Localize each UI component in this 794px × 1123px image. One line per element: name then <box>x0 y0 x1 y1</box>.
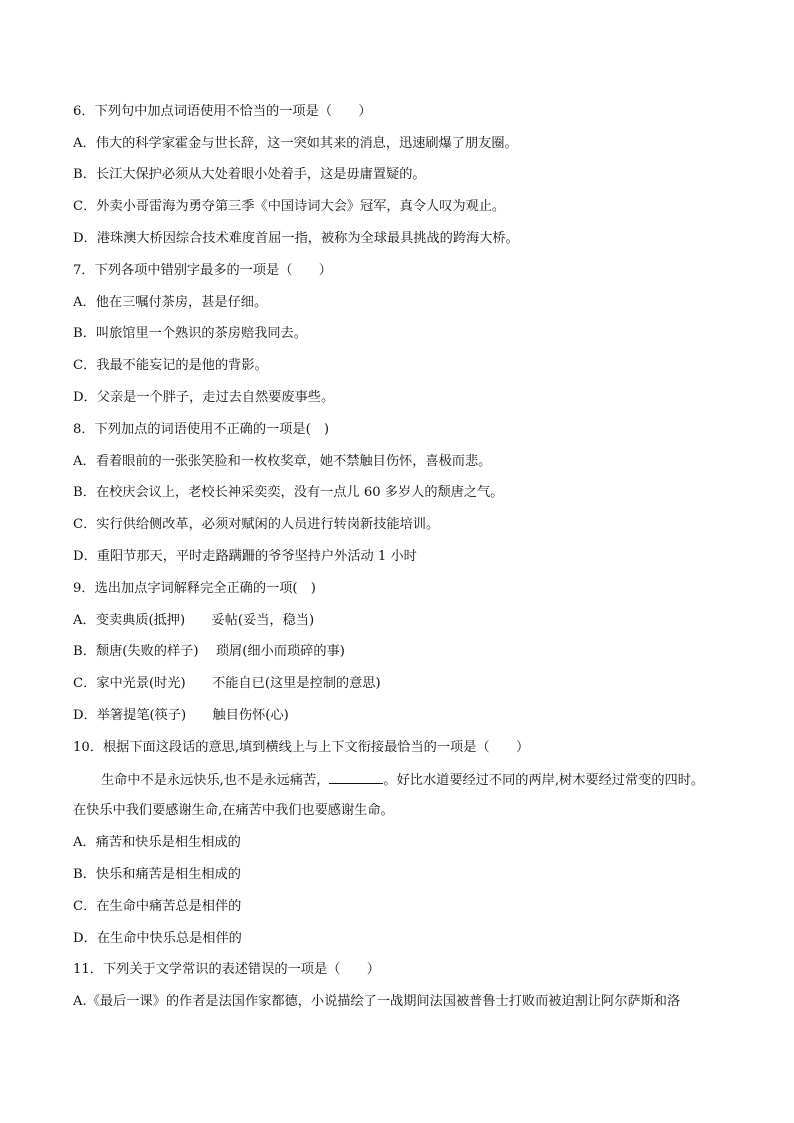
q11-stem: 11．下列关于文学常识的表述错误的一项是（ ） <box>73 962 380 977</box>
q10-passage-line2: 在快乐中我们要感谢生命,在痛苦中我们也要感谢生命。 <box>73 803 394 818</box>
q10-option-d: D．在生命中快乐总是相伴的 <box>73 931 242 946</box>
q8-option-b: B．在校庆会议上，老校长神采奕奕，没有一点儿 60 多岁人的颓唐之气。 <box>73 485 504 500</box>
q9-option-d: D．举箸提笔(筷子) 触目伤怀(心) <box>73 708 289 723</box>
q10-passage-line1 <box>101 771 763 790</box>
q7-stem: 7．下列各项中错别字最多的一项是（ ） <box>73 263 332 278</box>
q7-option-a: A．他在三嘱付茶房，甚是仔细。 <box>73 295 268 310</box>
q10-answer-blank[interactable] <box>329 771 383 784</box>
q6-option-d: D．港珠澳大桥因综合技术难度首屈一指，被称为全球最具挑战的跨海大桥。 <box>73 231 519 246</box>
q10-option-b: B．快乐和痛苦是相生相成的 <box>73 867 241 882</box>
q9-option-a: A．变卖典质(抵押) 妥帖(妥当，稳当) <box>73 613 315 628</box>
q11-option-a: A.《最后一课》的作者是法国作家都德，小说描绘了一战期间法国被普鲁士打败而被迫割让阿尔萨斯和洛 <box>73 994 681 1009</box>
q8-option-c: C．实行供给侧改革，必须对赋闲的人员进行转岗新技能培训。 <box>73 517 440 532</box>
q8-stem: 8．下列加点的词语使用不正确的一项是( ) <box>73 422 330 437</box>
q6-option-b: B．长江大保护必须从大处着眼小处着手，这是毋庸置疑的。 <box>73 167 426 182</box>
q9-stem: 9．选出加点字词解释完全正确的一项( ) <box>73 581 316 596</box>
q6-stem: 6．下列句中加点词语使用不恰当的一项是（ ） <box>73 104 372 119</box>
q6-option-a: A．伟大的科学家霍金与世长辞，这一突如其来的消息，迅速刷爆了朋友圈。 <box>73 136 518 151</box>
q7-option-b: B．叫旅馆里一个熟识的茶房赔我同去。 <box>73 326 307 341</box>
q7-option-d: D．父亲是一个胖子，走过去自然要废事些。 <box>73 390 335 405</box>
q9-option-c: C．家中光景(时光) 不能自已(这里是控制的意思) <box>73 676 381 691</box>
q7-option-c: C．我最不能妄记的是他的背影。 <box>73 358 268 373</box>
q10-option-a: A．痛苦和快乐是相生相成的 <box>73 835 241 850</box>
q9-option-b: B．颓唐(失败的样子) 琐屑(细小而琐碎的事) <box>73 644 345 659</box>
q10-option-c: C．在生命中痛苦总是相伴的 <box>73 899 242 914</box>
q8-option-a: A．看着眼前的一张张笑脸和一枚枚奖章，她不禁触目伤怀，喜极而悲。 <box>73 454 492 469</box>
q10-stem: 10．根据下面这段话的意思,填到横线上与上下文衔接最恰当的一项是（ ） <box>73 740 530 755</box>
q10-passage-part1: 生命中不是永远快乐,也不是永远痛苦， <box>101 773 330 788</box>
q10-passage-part2: 。好比水道要经过不同的两岸,树木要经过常变的四时。 <box>383 773 705 788</box>
q6-option-c: C．外卖小哥雷海为勇夺第三季《中国诗词大会》冠军，真令人叹为观止。 <box>73 199 506 214</box>
q8-option-d: D．重阳节那天，平时走路蹒跚的爷爷坚持户外活动 1 小时 <box>73 549 417 564</box>
